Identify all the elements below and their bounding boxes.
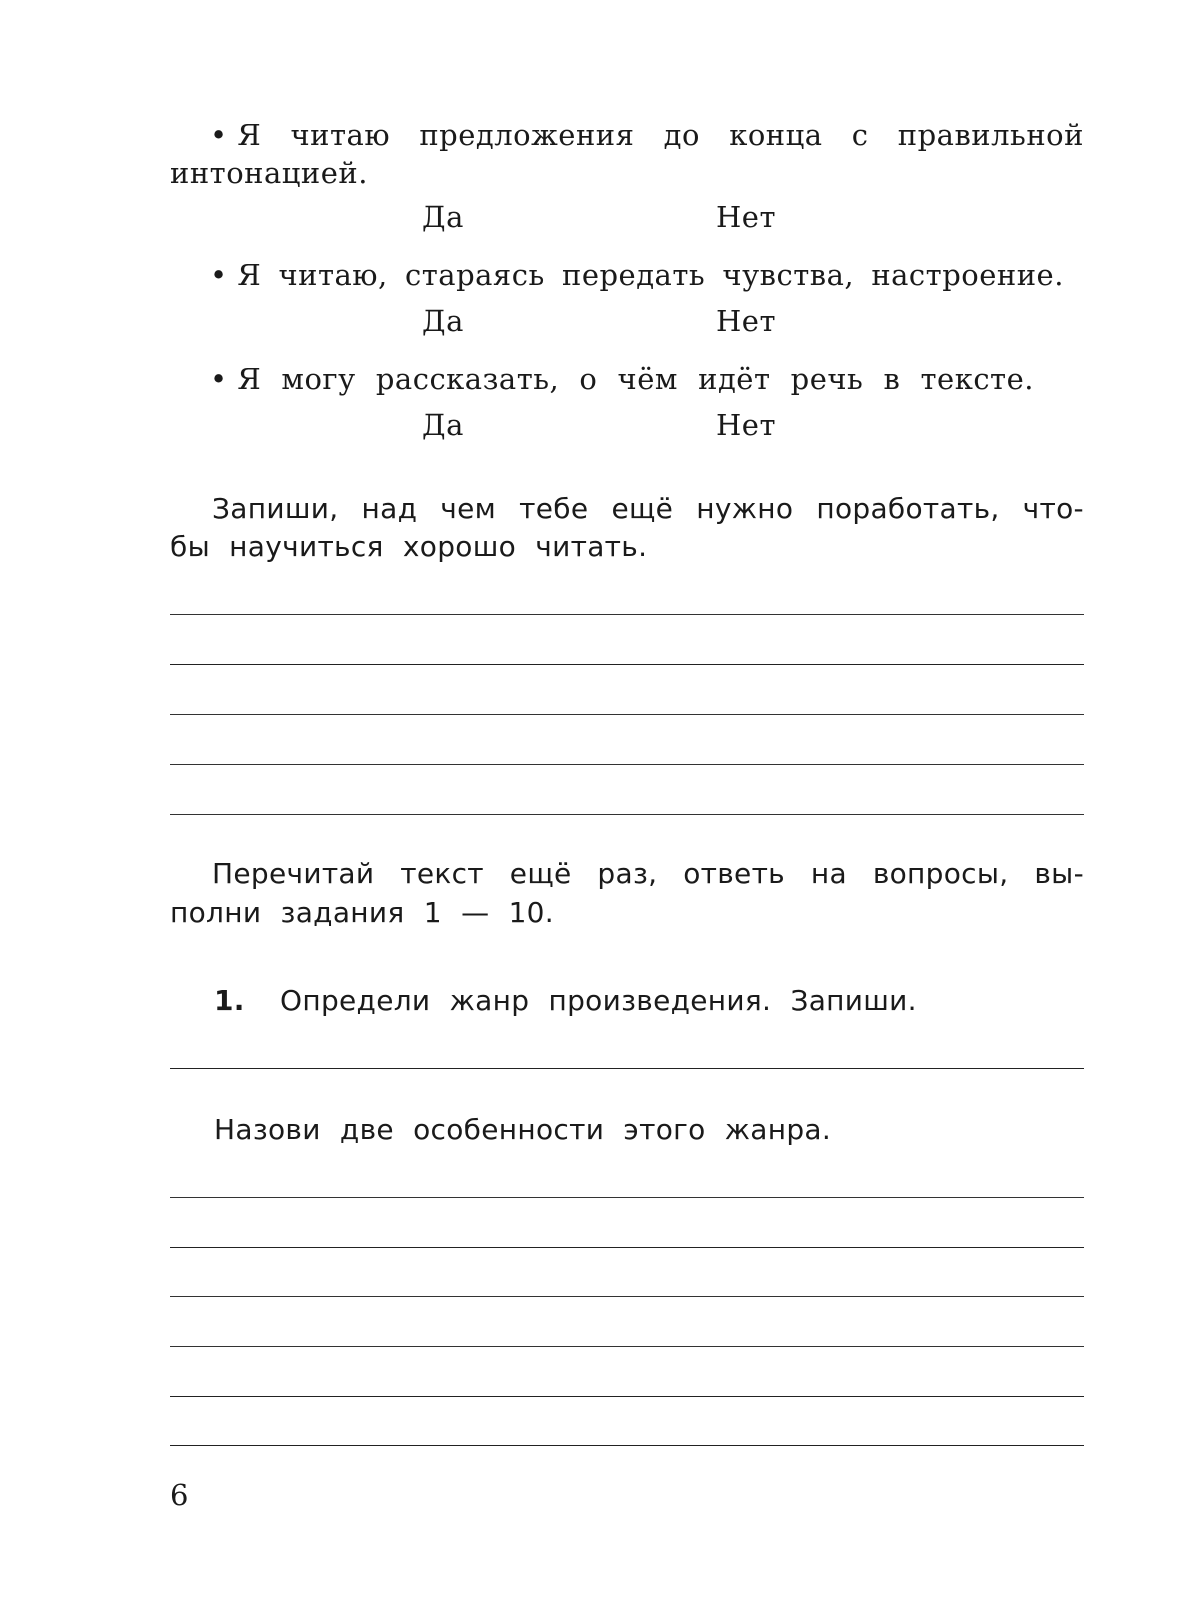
word: тебе <box>519 492 589 525</box>
word: передать <box>561 258 706 292</box>
word: могу <box>281 362 356 396</box>
answer-line[interactable] <box>170 714 1084 715</box>
word: вопросы, <box>872 857 1009 890</box>
word: до <box>663 118 700 152</box>
answer-line[interactable] <box>170 814 1084 815</box>
word: • Я <box>210 258 262 292</box>
statement-2-yes-option[interactable]: Да <box>422 304 464 338</box>
word: идёт <box>698 362 771 396</box>
followup-question: Назови две особенности этого жанра. <box>214 1113 832 1146</box>
page-number: 6 <box>170 1478 189 1512</box>
answer-line[interactable] <box>170 1247 1084 1248</box>
reread-line-1 <box>212 857 1084 890</box>
statement-1-line-2: интонацией. <box>170 156 368 190</box>
word: над <box>361 492 418 525</box>
answer-line[interactable] <box>170 1197 1084 1198</box>
answer-line[interactable] <box>170 764 1084 765</box>
task-number: 1. <box>214 984 245 1017</box>
word: чем <box>440 492 497 525</box>
word: ещё <box>611 492 674 525</box>
word: ответь <box>683 857 785 890</box>
word: конца <box>729 118 823 152</box>
statement-1-yes-option[interactable]: Да <box>422 200 464 234</box>
word: читаю <box>290 118 391 152</box>
statement-2-line-1 <box>210 258 1064 292</box>
word: поработать, <box>816 492 1000 525</box>
task-text: Определи жанр произведения. Запиши. <box>280 984 917 1017</box>
statement-2-no-option[interactable]: Нет <box>716 304 776 338</box>
write-prompt-line-2: бы научиться хорошо читать. <box>170 530 648 563</box>
word: что- <box>1022 492 1084 525</box>
statement-3-line-1 <box>210 362 1034 396</box>
reread-line-2: полни задания 1 — 10. <box>170 896 554 929</box>
word: раз, <box>597 857 658 890</box>
word: чём <box>617 362 678 396</box>
word: тексте. <box>920 362 1034 396</box>
word: на <box>810 857 847 890</box>
answer-line[interactable] <box>170 1068 1084 1069</box>
answer-line[interactable] <box>170 614 1084 615</box>
word: вы- <box>1034 857 1084 890</box>
answer-line[interactable] <box>170 664 1084 665</box>
answer-line[interactable] <box>170 1396 1084 1397</box>
word: предложения <box>419 118 635 152</box>
statement-3-no-option[interactable]: Нет <box>716 408 776 442</box>
word: читаю, <box>278 258 388 292</box>
statement-3-yes-option[interactable]: Да <box>422 408 464 442</box>
answer-line[interactable] <box>170 1296 1084 1297</box>
word: речь <box>790 362 864 396</box>
word: с <box>851 118 869 152</box>
word: стараясь <box>405 258 545 292</box>
answer-line[interactable] <box>170 1445 1084 1446</box>
word: • Я <box>210 118 262 152</box>
write-prompt-line-1 <box>212 492 1084 525</box>
word: текст <box>400 857 484 890</box>
word: настроение. <box>871 258 1064 292</box>
word: рассказать, <box>375 362 560 396</box>
word: правильной <box>897 118 1084 152</box>
word: чувства, <box>722 258 855 292</box>
word: Запиши, <box>212 492 339 525</box>
statement-1-no-option[interactable]: Нет <box>716 200 776 234</box>
word: Перечитай <box>212 857 375 890</box>
answer-line[interactable] <box>170 1346 1084 1347</box>
word: нужно <box>696 492 794 525</box>
word: • Я <box>210 362 262 396</box>
statement-1-line-1 <box>210 118 1084 152</box>
word: ещё <box>509 857 572 890</box>
word: в <box>883 362 901 396</box>
word: о <box>579 362 598 396</box>
